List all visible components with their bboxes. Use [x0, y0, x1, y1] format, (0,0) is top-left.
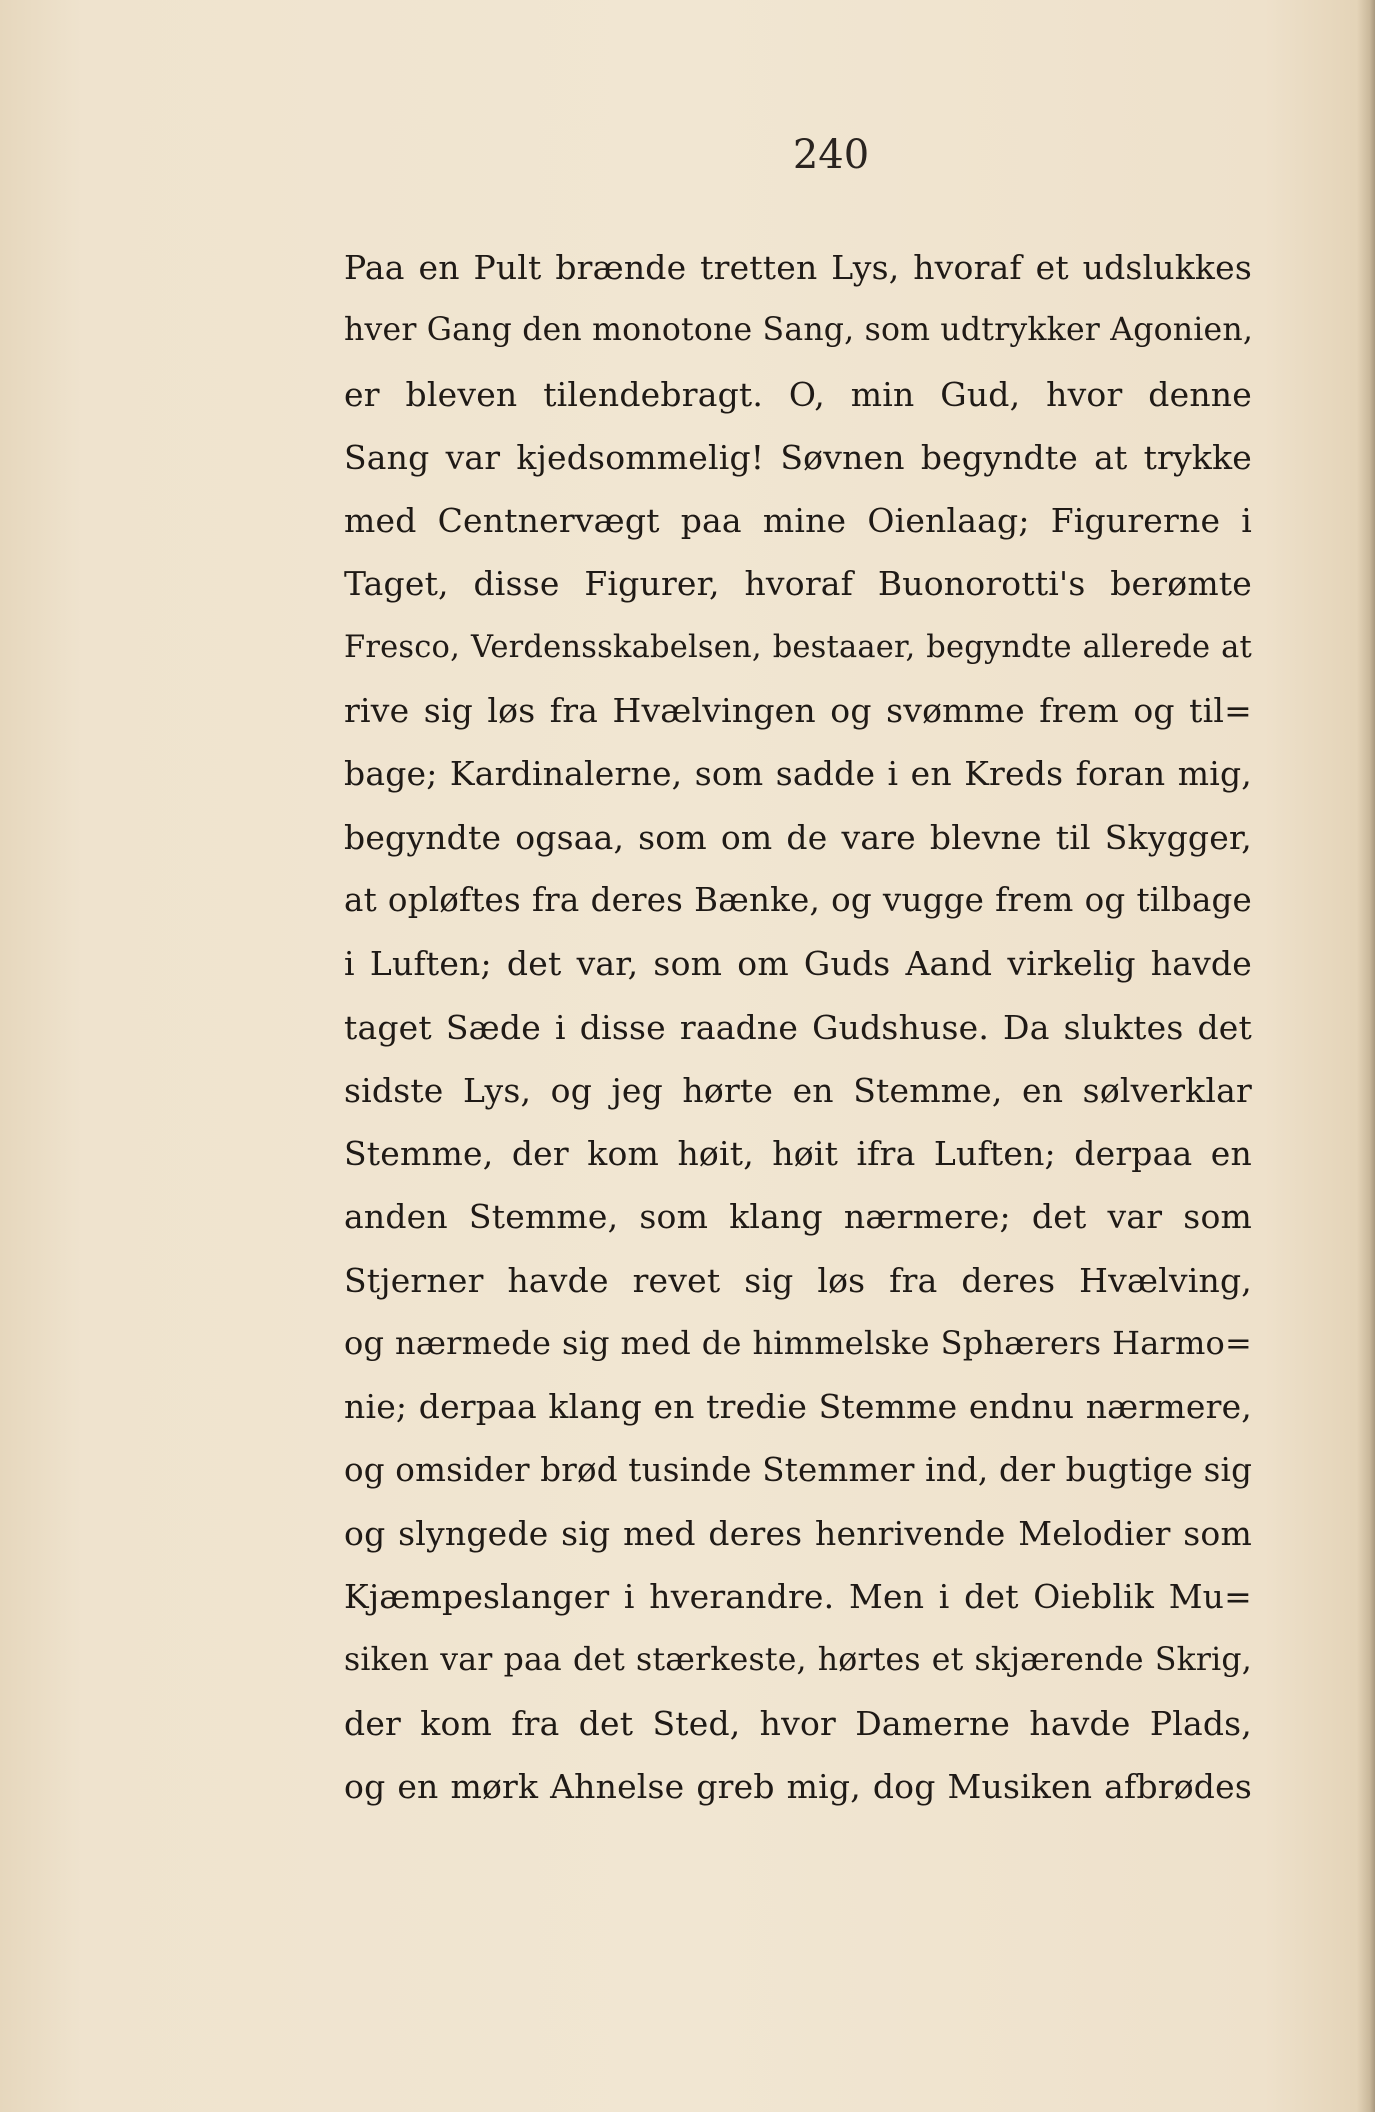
text-line: sidste Lys, og jeg hørte en Stemme, en sølverklar: [344, 1070, 1252, 1110]
text-line: taget Sæde i disse raadne Gudshuse. Da sluktes det: [344, 1007, 1252, 1047]
text-line: begyndte ogsaa, som om de vare blevne til Skygger,: [344, 817, 1252, 857]
text-line: og nærmede sig med de himmelske Sphærers Harmo=: [344, 1324, 1252, 1363]
text-line: Stjerner havde revet sig løs fra deres Hvælving,: [344, 1260, 1252, 1300]
text-line: Paa en Pult brænde tretten Lys, hvoraf et udslukkes: [344, 248, 1252, 287]
text-line: siken var paa det stærkeste, hørtes et skjærende Skrig,: [344, 1641, 1252, 1678]
text-line: hver Gang den monotone Sang, som udtrykker Agonien,: [344, 312, 1254, 349]
text-line: nie; derpaa klang en tredie Stemme endnu nærmere,: [344, 1387, 1252, 1427]
text-line: at opløftes fra deres Bænke, og vugge frem og tilbage: [344, 880, 1252, 919]
text-line: anden Stemme, som klang nærmere; det var som: [344, 1197, 1252, 1237]
page-number: 240: [792, 132, 870, 178]
text-line: i Luften; det var, som om Guds Aand virkelig havde: [344, 944, 1252, 984]
text-line: og en mørk Ahnelse greb mig, dog Musiken afbrødes: [344, 1767, 1252, 1807]
text-line: med Centnervægt paa mine Oienlaag; Figurerne i: [344, 501, 1252, 541]
text-line: Kjæmpeslanger i hverandre. Men i det Oieblik Mu=: [344, 1577, 1252, 1617]
text-line: Taget, disse Figurer, hvoraf Buonorotti's berømte: [344, 564, 1252, 604]
text-line: rive sig løs fra Hvælvingen og svømme frem og til=: [344, 691, 1252, 731]
text-line: Fresco, Verdensskabelsen, bestaaer, begyndte allerede at: [344, 629, 1252, 665]
text-line: og omsider brød tusinde Stemmer ind, der bugtige sig: [344, 1450, 1253, 1489]
text-line: der kom fra det Sted, hvor Damerne havde Plads,: [344, 1703, 1252, 1743]
text-line: er bleven tilendebragt. O, min Gud, hvor denne: [344, 374, 1252, 414]
page-edge-shadow: [1357, 0, 1375, 2112]
text-line: og slyngede sig med deres henrivende Melodier som: [344, 1513, 1252, 1553]
text-line: bage; Kardinalerne, som sadde i en Kreds foran mig,: [344, 754, 1252, 794]
text-line: Sang var kjedsommelig! Søvnen begyndte at trykke: [344, 437, 1252, 477]
text-line: Stemme, der kom høit, høit ifra Luften; derpaa en: [344, 1134, 1252, 1174]
body-text: [344, 236, 1252, 1818]
